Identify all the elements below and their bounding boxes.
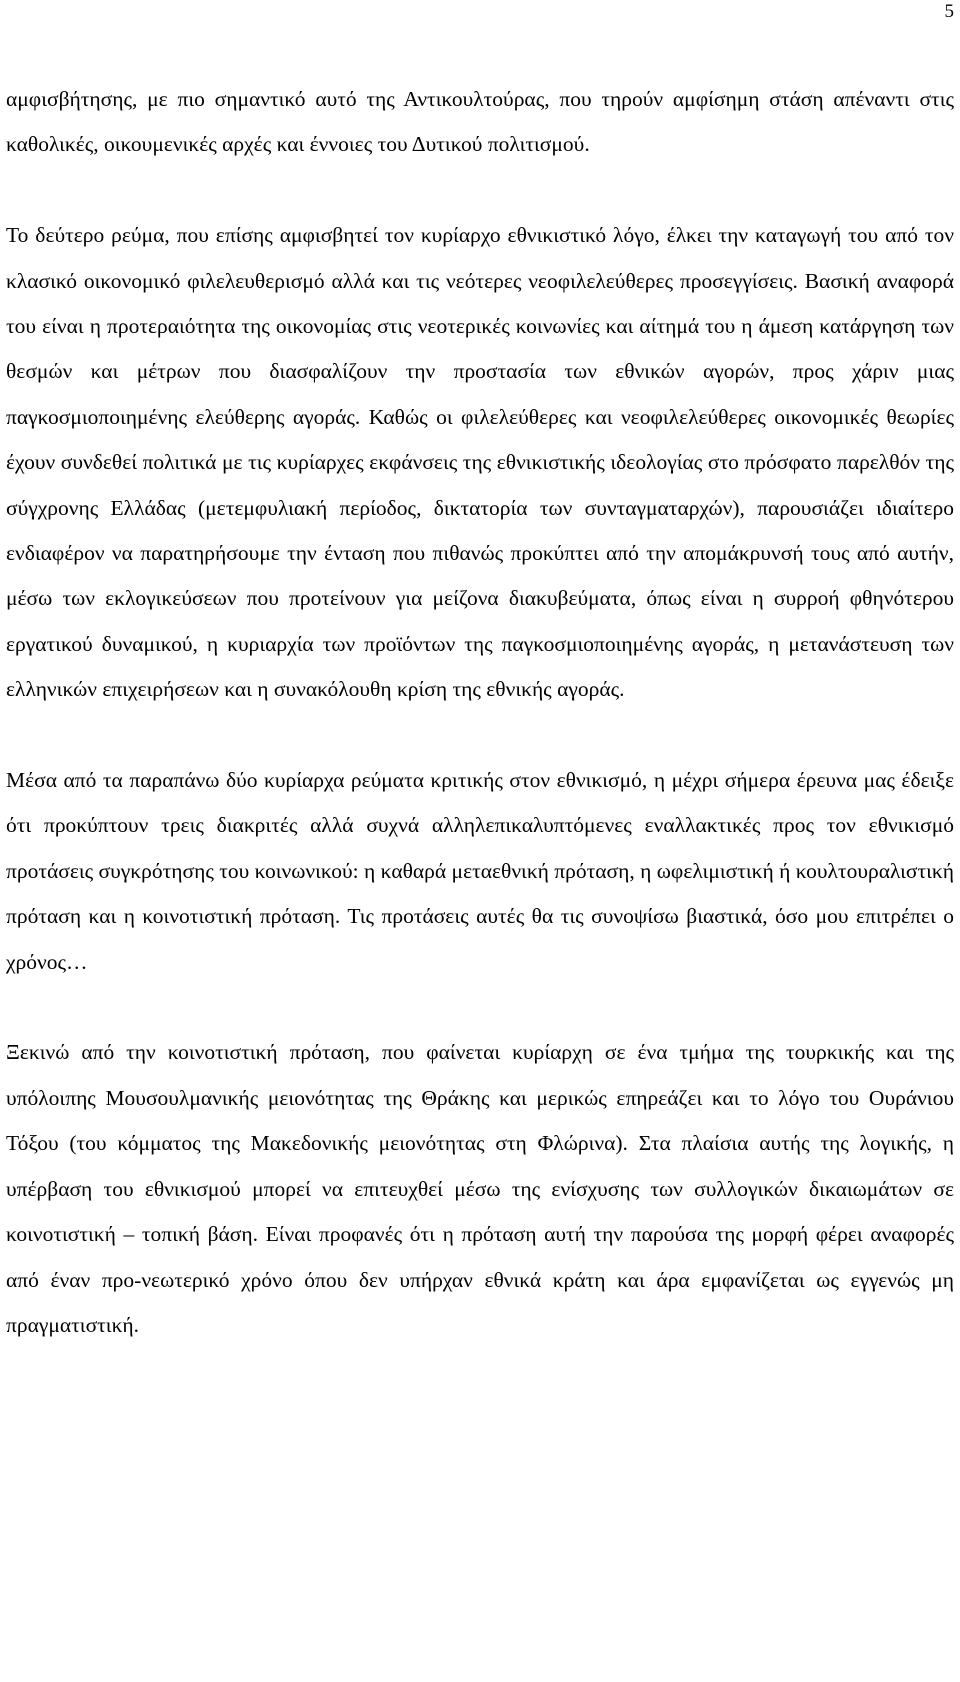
page-number: 5 xyxy=(944,1,954,22)
paragraph-continuation: αμφισβήτησης, με πιο σημαντικό αυτό της Αντικουλτούρας, που τηρούν αμφίσημη στάση απέναντι στις καθολικές, οικουμενικές αρχές και έννοιες του Δυτικού πολιτισμού. xyxy=(6,87,954,157)
paragraph-second-current: Το δεύτερο ρεύμα, που επίσης αμφισβητεί τον κυρίαρχο εθνικιστικό λόγο, έλκει την καταγωγή του από τον κλασικό οικονομικό φιλελευθερισμό αλλά και τις νεότερες νεοφιλελεύθερες προσεγγίσεις. Βασική αναφορά του είναι η προτεραιότητα της οικονομίας στις νεοτερικές κοινωνίες και αίτημά του η άμεση κατάργηση των θεσμών και μέτρων που διασφαλίζουν την προστασία των εθνικών αγορών, προς χάριν μιας παγκοσμιοποιημένης ελεύθερης αγοράς. Καθώς οι φιλελεύθερες και νεοφιλελεύθερες οικονομικές θεωρίες έχουν συνδεθεί πολιτικά με τις κυρίαρχες εκφάνσεις της εθνικιστικής ιδεολογίας στο πρόσφατο παρελθόν της σύγχρονης Ελλάδας (μετεμφυλιακή περίοδος, δικτατορία των συνταγματαρχών), παρουσιάζει ιδιαίτερο ενδιαφέρον να παρατηρήσουμε την ένταση που πιθανώς προκύπτει από την απομάκρυνσή τους από αυτήν, μέσω των εκλογικεύσεων που προτείνουν για μείζονα διακυβεύματα, όπως είναι η συρροή φθηνότερου εργατικού δυναμικού, η κυριαρχία των προϊόντων της παγκοσμιοποιημένης αγοράς, η μετανάστευση των ελληνικών επιχειρήσεων και η συνακόλουθη κρίση της εθνικής αγοράς. xyxy=(6,223,954,702)
paragraph-communitarian-proposal: Ξεκινώ από την κοινοτιστική πρόταση, που φαίνεται κυρίαρχη σε ένα τμήμα της τουρκικής και της υπόλοιπης Μουσουλμανικής μειονότητας της Θράκης και μερικώς επηρεάζει και το λόγο του Ουράνιου Τόξου (του κόμματος της Μακεδονικής μειονότητας στη Φλώρινα). Στα πλαίσια αυτής της λογικής, η υπέρβαση του εθνικισμού μπορεί να επιτευχθεί μέσω της ενίσχυσης των συλλογικών δικαιωμάτων σε κοινοτιστική – τοπική βάση. Είναι προφανές ότι η πρόταση αυτή την παρούσα της μορφή φέρει αναφορές από έναν προ-νεωτερικό χρόνο όπου δεν υπήρχαν εθνικά κράτη και άρα εμφανίζεται ως εγγενώς μη πραγματιστική. xyxy=(6,1040,954,1337)
paragraph-alternative-proposals: Μέσα από τα παραπάνω δύο κυρίαρχα ρεύματα κριτικής στον εθνικισμό, η μέχρι σήμερα έρευνα μας έδειξε ότι προκύπτουν τρεις διακριτές αλλά συχνά αλληλεπικαλυπτόμενες εναλλακτικές προς τον εθνικισμό προτάσεις συγκρότησης του κοινωνικού: η καθαρά μεταεθνική πρόταση, η ωφελιμιστική ή κουλτουραλιστική πρόταση και η κοινοτιστική πρόταση. Τις προτάσεις αυτές θα τις συνοψίσω βιαστικά, όσο μου επιτρέπει ο χρόνος… xyxy=(6,768,954,974)
document-body xyxy=(6,77,954,1348)
